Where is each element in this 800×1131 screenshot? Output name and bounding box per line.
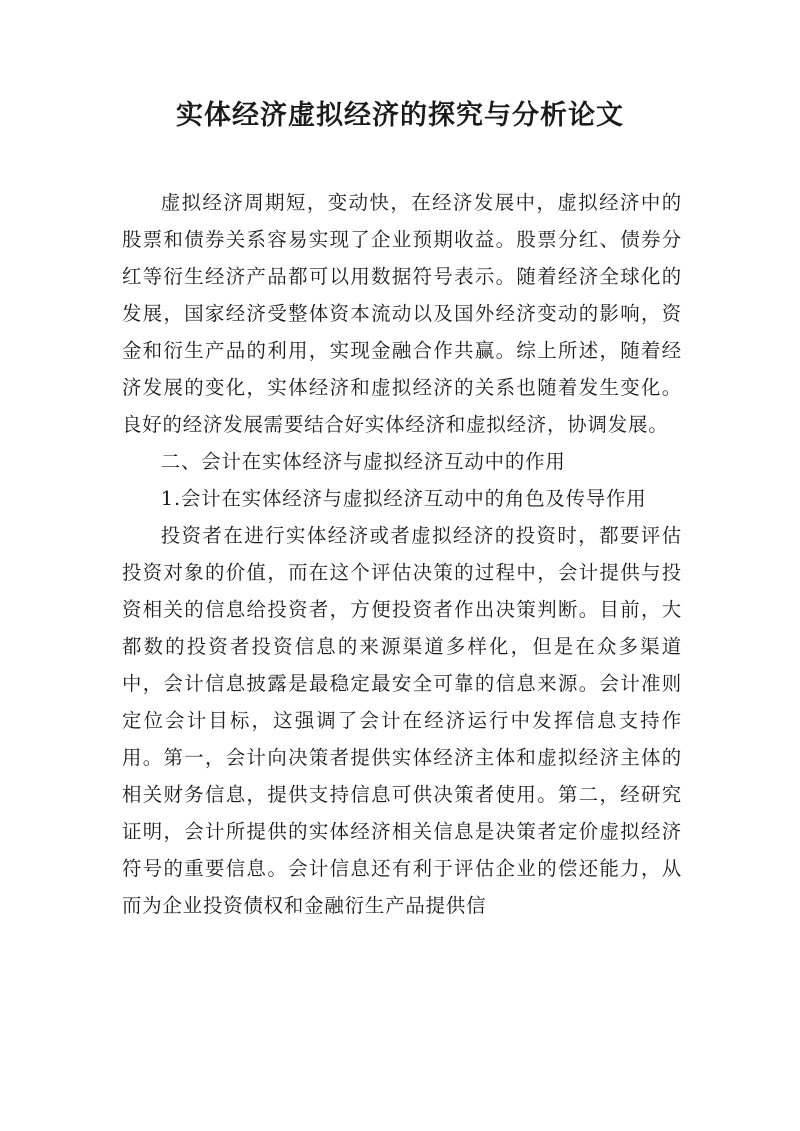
paragraph-investor: 投资者在进行实体经济或者虚拟经济的投资时，都要评估投资对象的价值，而在这个评估决策的过程中，会计提供与投资相关的信息给投资者，方便投资者作出决策判断。目前，大都数的投资者投资信息的来源渠道多样化，但是在众多渠道中，会计信息披露是最稳定最安全可靠的信息来源。会计准则定位会计目标，这强调了会计在经济运行中发挥信息支持作用。第一，会计向决策者提供实体经济主体和虚拟经济主体的相关财务信息，提供支持信息可供决策者使用。第二，经研究证明，会计所提供的实体经济相关信息是决策者定价虚拟经济符号的重要信息。会计信息还有利于评估企业的偿还能力，从而为企业投资债权和金融衍生产品提供信	[122, 524, 682, 917]
section-heading: 二、会计在实体经济与虚拟经济互动中的作用	[160, 450, 566, 473]
paragraph-intro: 虚拟经济周期短，变动快，在经济发展中，虚拟经济中的股票和债券关系容易实现了企业预期收益。股票分红、债券分红等衍生经济产品都可以用数据符号表示。随着经济全球化的发展，国家经济受整体资本流动以及国外经济变动的影响，资金和衍生产品的利用，实现金融合作共赢。综上所述，随着经济发展的变化，实体经济和虚拟经济的关系也随着发生变化。良好的经济发展需要结合好实体经济和虚拟经济，协调发展。	[122, 191, 682, 436]
subsection-heading: 1.会计在实体经济与虚拟经济互动中的角色及传导作用	[160, 487, 647, 510]
document-body	[122, 184, 682, 924]
document-title: 实体经济虚拟经济的探究与分析论文	[176, 100, 624, 131]
